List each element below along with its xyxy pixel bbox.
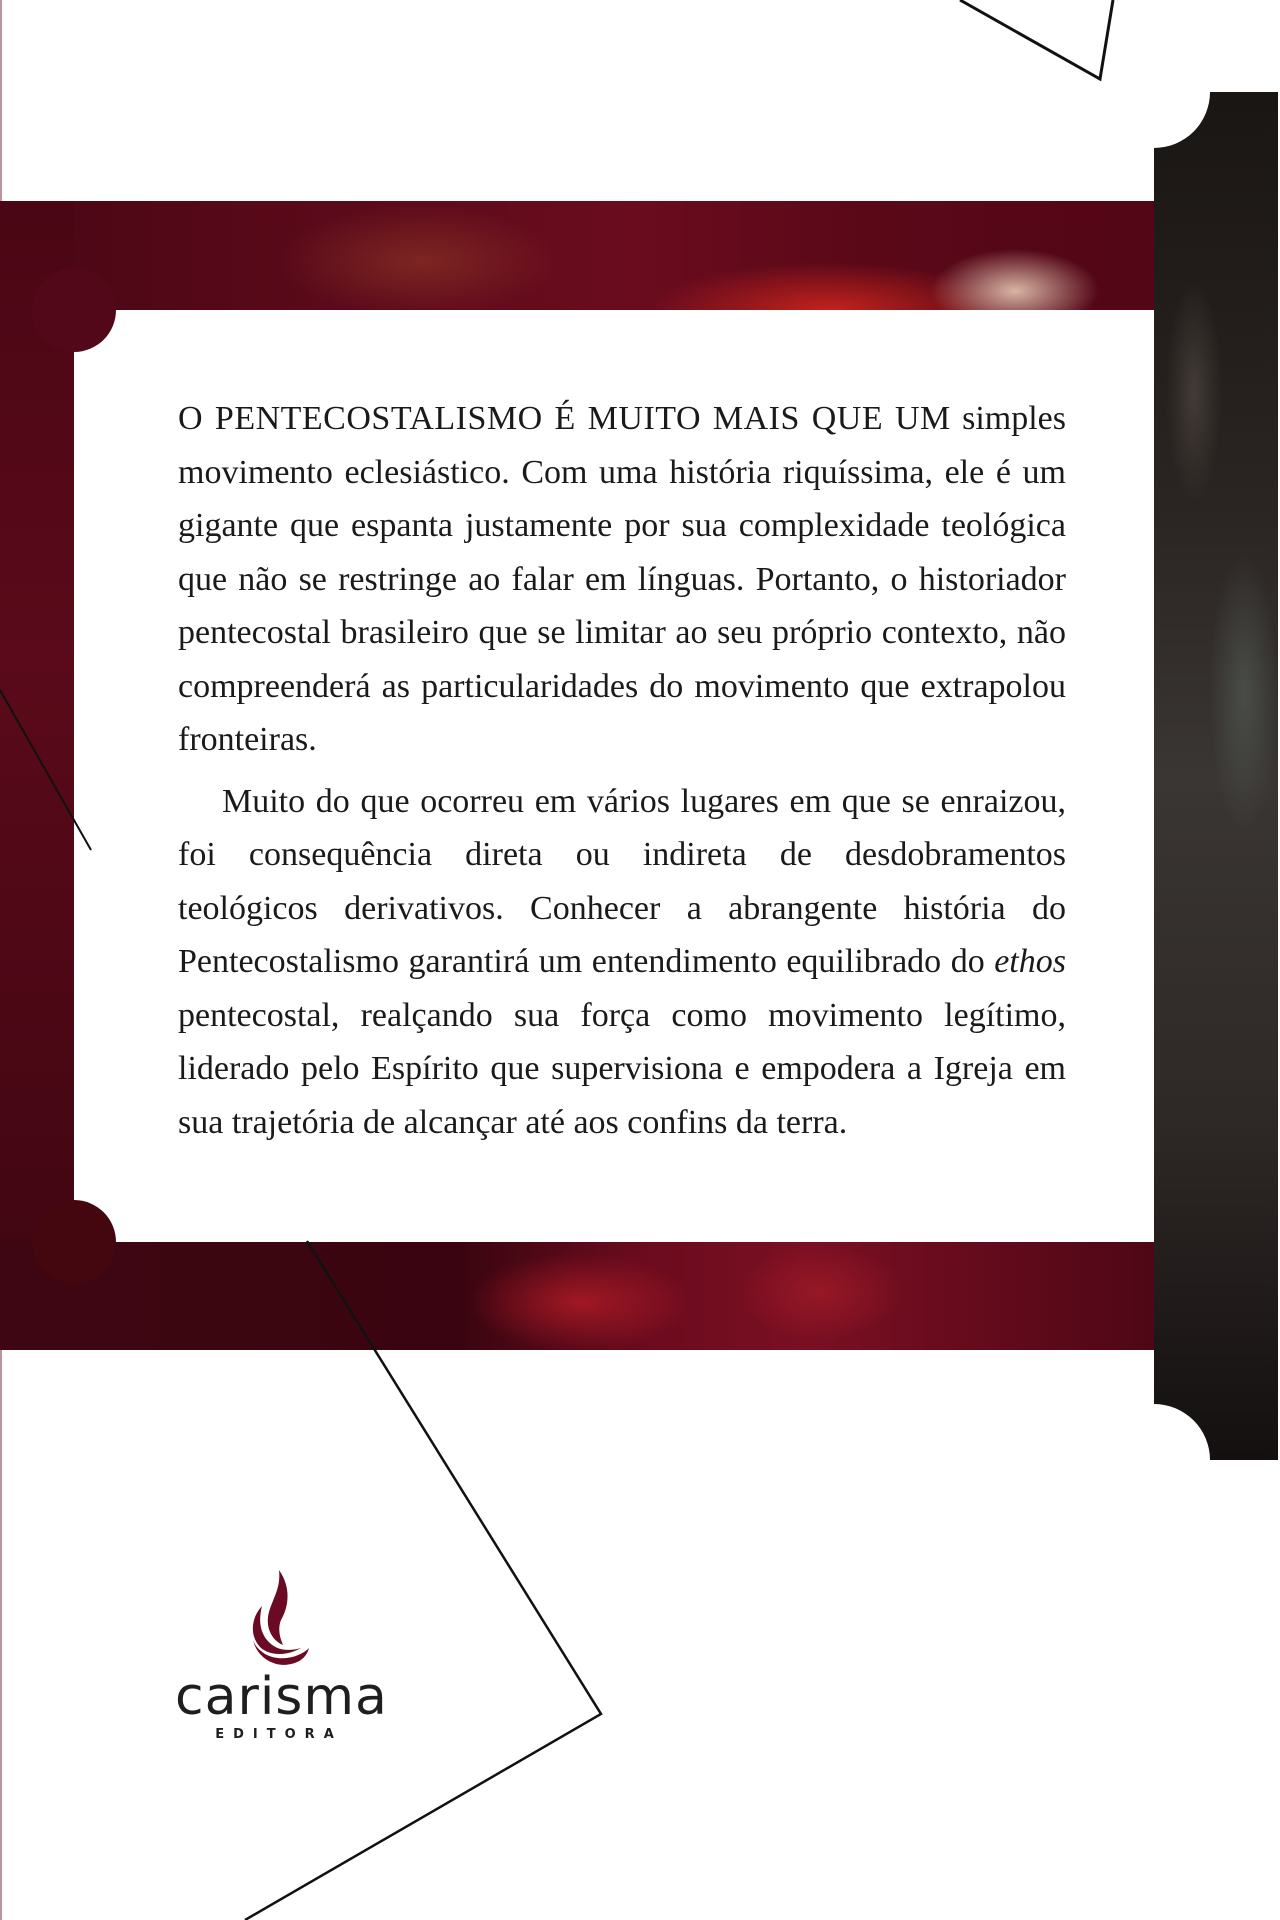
flame-icon [235,1570,315,1670]
panel-bottom-left-scallop [32,1200,116,1284]
painting-band-top [0,201,1154,310]
paragraph-2 [178,775,1066,1150]
blurb-text [178,392,1066,1149]
painting-band-bottom [0,1242,1154,1350]
paragraph-1 [178,392,1066,767]
publisher-logo [175,1570,388,1742]
top-triangle-line [960,0,1113,79]
strip-bottom-scallop [1098,1404,1210,1516]
dark-painting-strip [1154,92,1278,1460]
publisher-name: carisma [175,1667,388,1727]
paragraph-2-italic: ethos [994,943,1066,980]
publisher-subtitle: EDITORA [215,1727,343,1742]
painting-band-left [0,201,74,1350]
panel-top-left-scallop [32,268,116,352]
paragraph-1-body: simples movimento eclesiástico. Com uma história riquíssima, ele é um gigante que espanta justamente por sua complexidade teológica que não se restringe ao falar em línguas. Portanto, o historiador pentecostal brasileiro que se limitar ao seu próprio contexto, não compreenderá as particularidades do movimento que extrapolou fronteiras. [178,400,1066,758]
paragraph-1-lead: O PENTECOSTALISMO É MUITO MAIS QUE UM [178,400,951,437]
paragraph-2-body-a: Muito do que ocorreu em vários lugares em que se enraizou, foi consequência direta ou indireta de desdobramentos teológicos derivativos. Conhecer a abrangente história do Pentecostalismo garantirá um entendimento equilibrado do [178,782,1066,980]
paragraph-2-body-b: pentecostal, realçando sua força como movimento legítimo, liderado pelo Espírito que supervisiona e empodera a Igreja em sua trajetória de alcançar até aos confins da terra. [178,996,1066,1141]
strip-top-scallop [1098,36,1210,148]
